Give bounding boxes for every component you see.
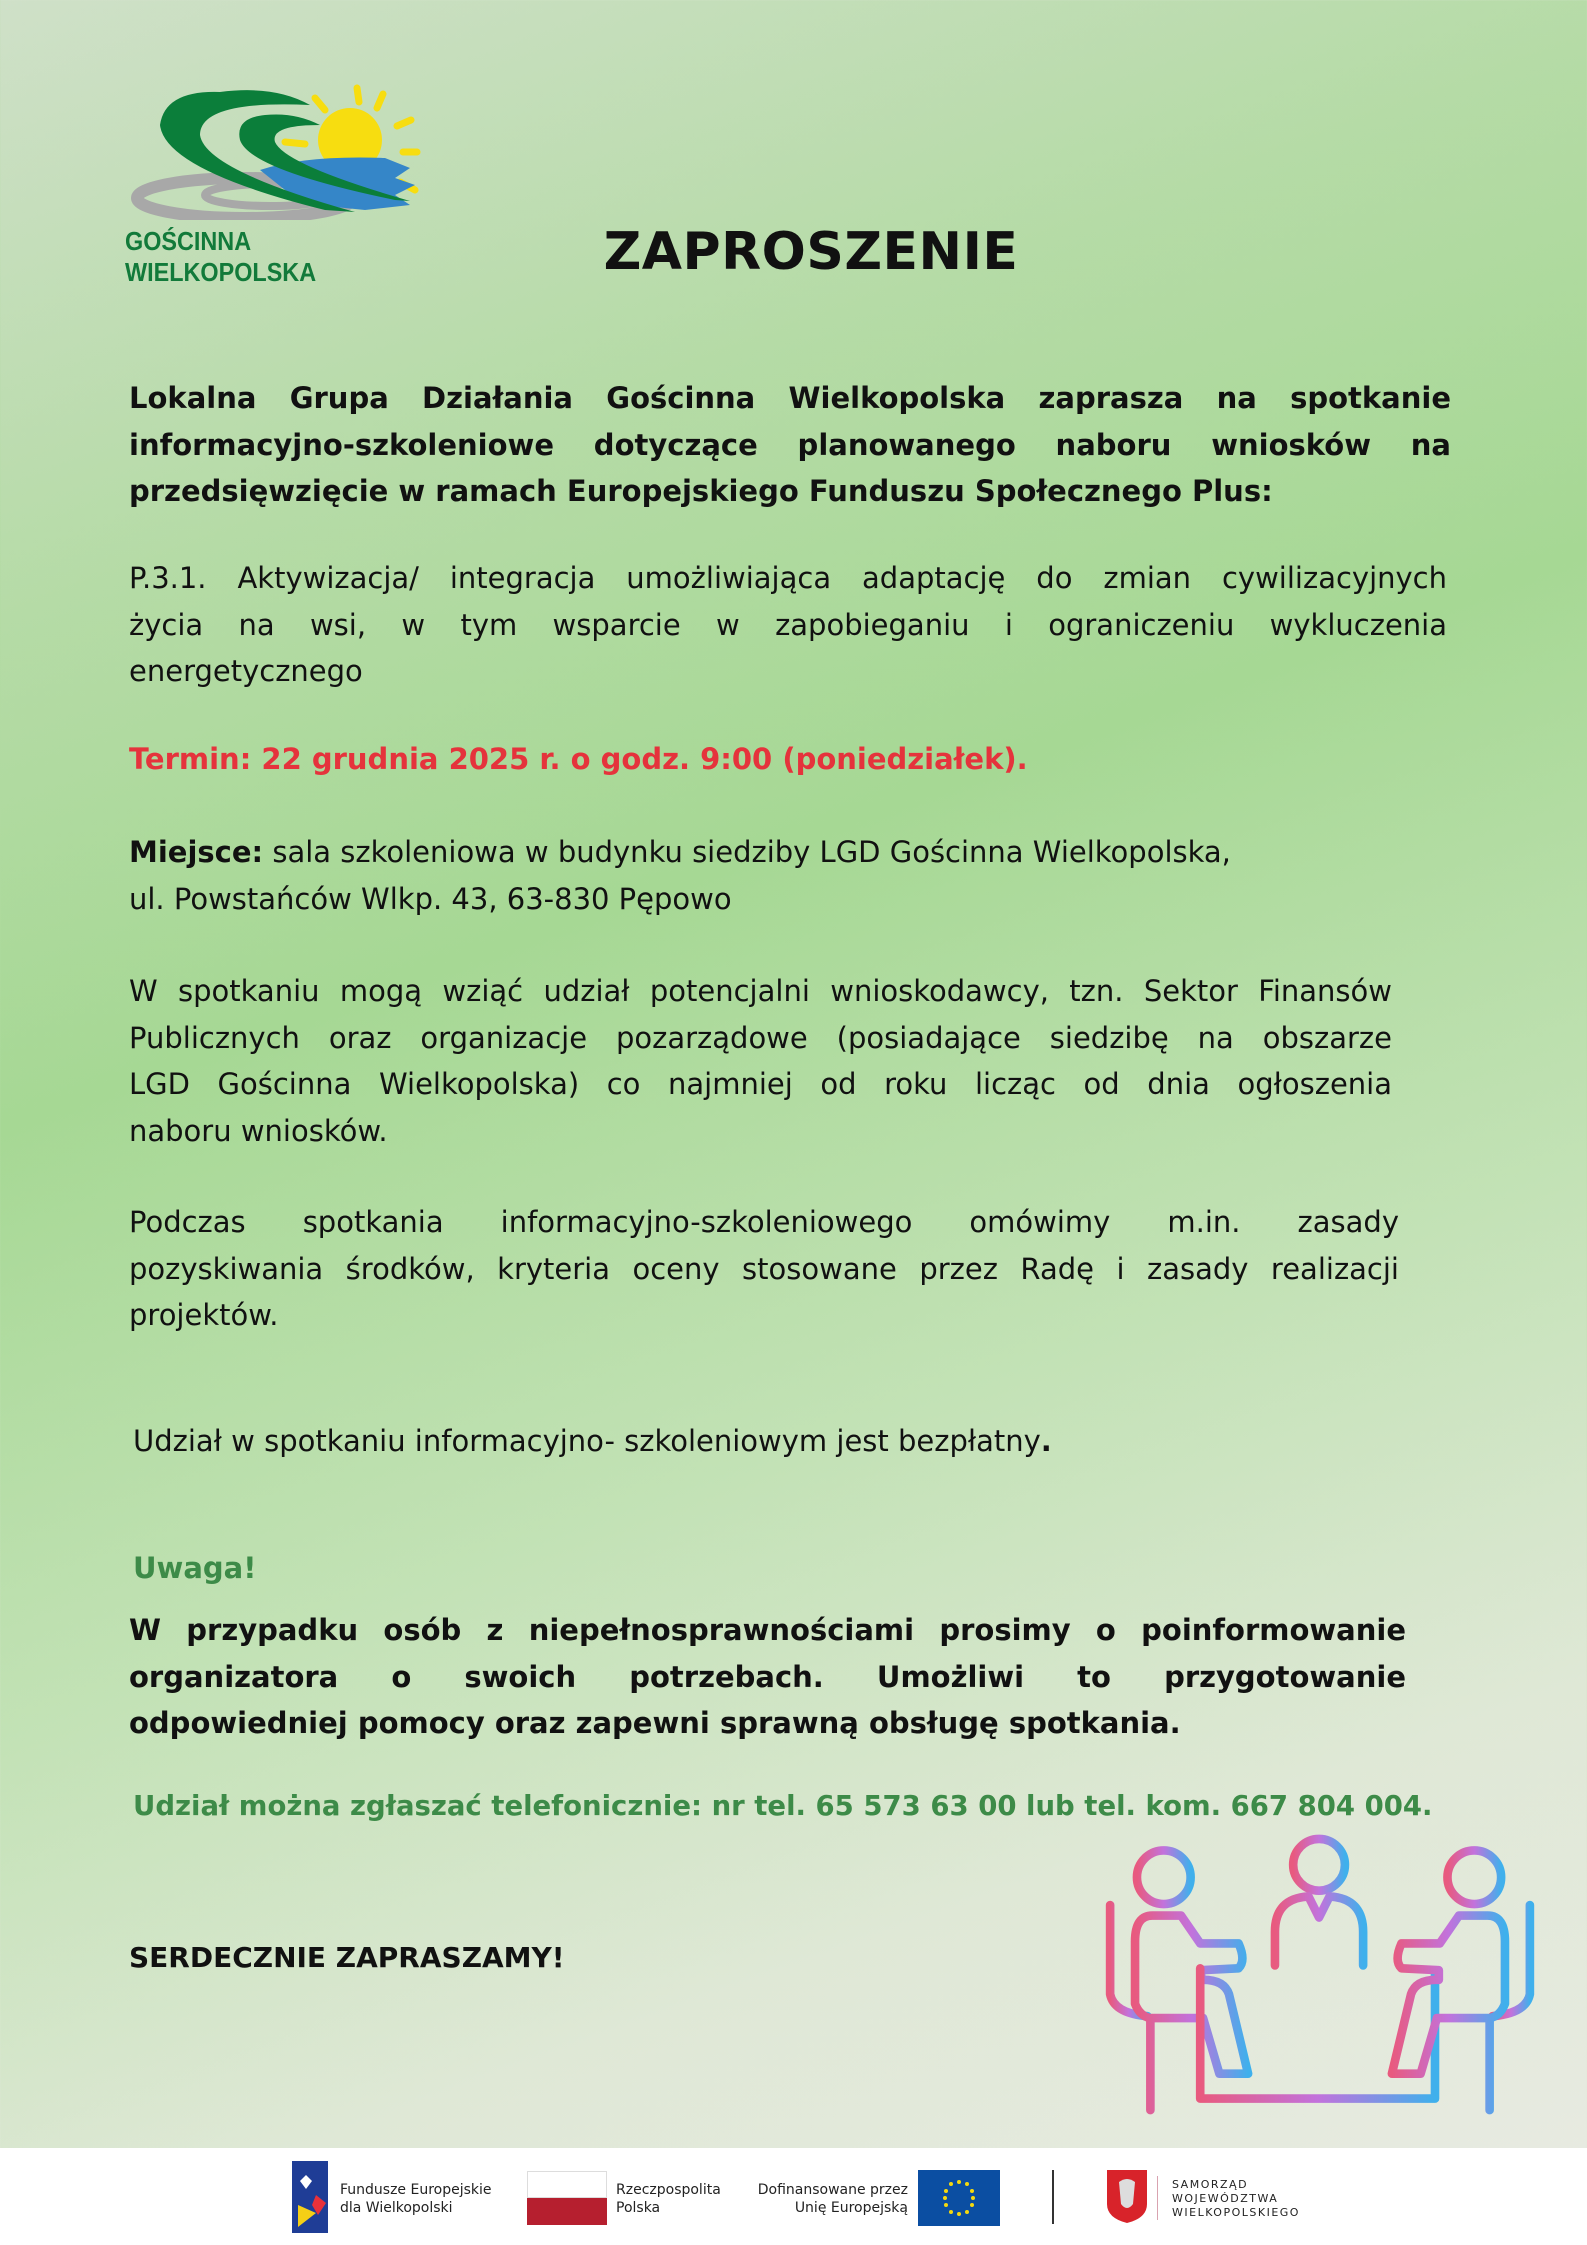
place-line-1: sala szkoleniowa w budynku siedziby LGD Gościnna Wielkopolska, [263,835,1231,869]
intro-paragraph [129,375,1451,515]
closing-text: SERDECZNIE ZAPRASZAMY! [129,1941,565,1974]
measure-line: energetycznego [129,654,363,688]
eligibility-paragraph [129,968,1392,1154]
measure-line: P.3.1. Aktywizacja/ integracja umożliwiająca adaptację do zmian cywilizacyjnych [129,561,1447,595]
footer-divider [1052,2170,1054,2224]
intro-line: informacyjno-szkoleniowe dotyczące planowanego naboru wniosków na [129,427,1451,462]
meeting-illustration-icon [1090,1825,1550,2125]
note-paragraph [129,1607,1406,1747]
sww-divider [1157,2176,1158,2220]
eu-flag-icon [918,2170,1000,2226]
contact-info: Udział można zgłaszać telefonicznie: nr tel. 65 573 63 00 lub tel. kom. 667 804 004. [133,1790,1433,1822]
note-heading: Uwaga! [133,1551,257,1585]
sww-label: SAMORZĄD WOJEWÓDZTWA WIELKOPOLSKIEGO [1172,2178,1300,2219]
meeting-place [129,829,1231,922]
note-line: organizatora o swoich potrzebach. Umożliwi to przygotowanie [129,1659,1406,1694]
intro-line: przedsięwzięcie w ramach Europejskiego Funduszu Społecznego Plus: [129,474,1273,508]
polish-flag-icon [527,2171,607,2225]
free-participation [133,1418,1052,1465]
free-dot: . [1040,1424,1052,1458]
measure-line: życia na wsi, w tym wsparcie w zapobieganiu i ograniczeniu wykluczenia [129,607,1447,642]
page-title: ZAPROSZENIE [603,222,1019,282]
logo-text: GOŚCINNA WIELKOPOLSKA [125,226,317,287]
meeting-date: Termin: 22 grudnia 2025 r. o godz. 9:00 (poniedziałek). [129,742,1028,776]
fe-label: Fundusze Europejskie dla Wielkopolski [340,2182,492,2216]
agenda-line: Podczas spotkania informacyjno-szkoleniowego omówimy m.in. zasady [129,1205,1399,1239]
agenda-paragraph [129,1199,1399,1339]
agenda-line: projektów. [129,1298,279,1332]
eligibility-line: naboru wniosków. [129,1113,388,1148]
eu-label: Dofinansowane przez Unię Europejską [757,2182,908,2216]
wielkopolska-coat-of-arms-icon [1105,2168,1149,2224]
note-line: W przypadku osób z niepełnosprawnościami prosimy o poinformowanie [129,1613,1406,1647]
rp-label: Rzeczpospolita Polska [616,2182,721,2216]
agenda-line: pozyskiwania środków, kryteria oceny stosowane przez Radę i zasady realizacji [129,1251,1399,1286]
measure-paragraph [129,555,1447,695]
eligibility-line: Publicznych oraz organizacje pozarządowe (posiadające siedzibę na obszarze [129,1020,1392,1055]
eligibility-line: LGD Gościnna Wielkopolska) co najmniej od roku licząc od dnia ogłoszenia [129,1067,1392,1101]
note-line: odpowiedniej pomocy oraz zapewni sprawną obsługę spotkania. [129,1706,1181,1740]
intro-line: Lokalna Grupa Działania Gościnna Wielkopolska zaprasza na spotkanie [129,381,1451,415]
eligibility-line: W spotkaniu mogą wziąć udział potencjalni wnioskodawcy, tzn. Sektor Finansów [129,974,1392,1008]
place-line-2: ul. Powstańców Wlkp. 43, 63-830 Pępowo [129,881,732,916]
logo-graphic-icon [125,70,465,220]
fe-logo-icon [292,2161,328,2233]
footer-logos [0,2148,1587,2245]
place-label: Miejsce: [129,835,264,869]
free-text: Udział w spotkaniu informacyjno- szkoleniowym jest bezpłatny [133,1424,1041,1458]
